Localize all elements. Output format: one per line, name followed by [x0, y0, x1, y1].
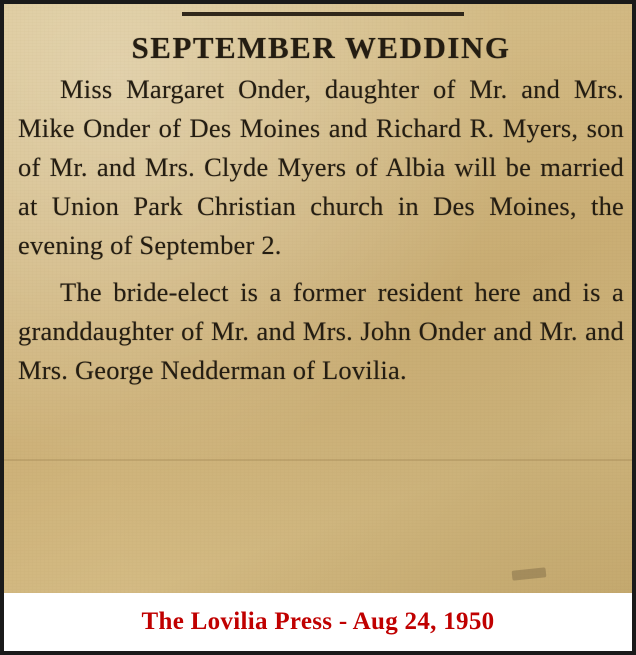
column-rule-divider: [182, 12, 464, 16]
newsprint-clipping: [4, 4, 632, 593]
article-paragraph-1: [18, 70, 624, 265]
article-headline: SEPTEMBER WEDDING: [131, 30, 511, 65]
ink-smudge-mark: [512, 567, 547, 580]
article-paragraph-2: [18, 273, 624, 390]
paper-fold-line: [4, 459, 632, 461]
article-column: [18, 30, 624, 390]
article-paragraph-2-text: The bride-elect is a former resident here and is a granddaughter of Mr. and Mrs. John Onder and Mr. and Mrs. George Nedderman of Lovilia.: [18, 277, 624, 385]
article-paragraph-1-text: Miss Margaret Onder, daughter of Mr. and Mrs. Mike Onder of Des Moines and Richard R. Myers, son of Mr. and Mrs. Clyde Myers of Albia will be married at Union Park Christian church in Des Moines, the evening of September 2.: [18, 74, 624, 260]
source-caption-text: The Lovilia Press - Aug 24, 1950: [141, 608, 495, 635]
source-caption-bar: [4, 593, 632, 651]
